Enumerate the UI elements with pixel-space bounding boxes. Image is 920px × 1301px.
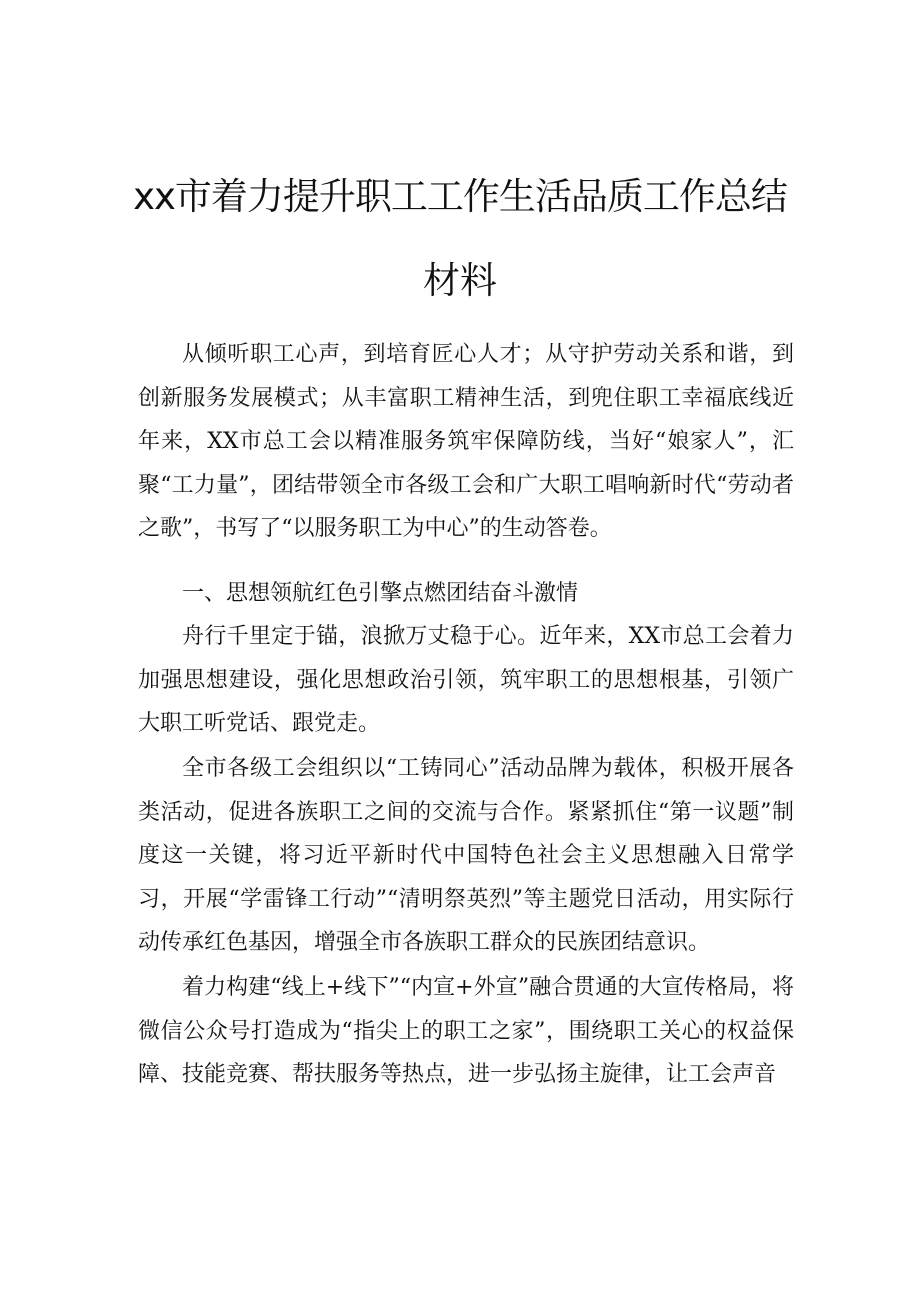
paragraph-block-2 [138,615,794,746]
intro-paragraph: 从倾听职工心声，到培育匠心人才；从守护劳动关系和谐，到创新服务发展模式；从丰富职工精神生活，到兜住职工幸福底线近年来，XX市总工会以精准服务筑牢保障防线，当好“娘家人”，汇聚“工力量”，团结带领全市各级工会和广大职工唱响新时代“劳动者之歌”，书写了“以服务职工为中心”的生动答卷。 [138,342,794,542]
paragraph-block-3 [138,747,794,965]
paragraph-4: 着力构建“线上+线下”“内宣+外宣”融合贯通的大宣传格局，将微信公众号打造成为“指尖上的职工之家”，围绕职工关心的权益保障、技能竞赛、帮扶服务等热点，进一步弘扬主旋律，让工会声音 [138,975,794,1088]
paragraph-2: 舟行千里定于锚，浪掀万丈稳于心。近年来，XX市总工会着力加强思想建设，强化思想政治引领，筑牢职工的思想根基，引领广大职工听党话、跟党走。 [138,624,794,737]
section-heading-1: 一、思想领航红色引擎点燃团结奋斗激情 [182,581,579,606]
paragraph-block-4 [138,966,794,1097]
document-title-line-1: xx市着力提升职工工作生活品质工作总结 [133,175,787,218]
intro-paragraph-block [138,333,794,551]
document-title-line-2: 材料 [423,259,497,302]
paragraph-3: 全市各级工会组织以“工铸同心”活动品牌为载体，积极开展各类活动，促进各族职工之间的交流与合作。紧紧抓住“第一议题”制度这一关键，将习近平新时代中国特色社会主义思想融入日常学习，开展“学雷锋工行动”“清明祭英烈”等主题党日活动，用实际行动传承红色基因，增强全市各族职工群众的民族团结意识。 [138,756,794,956]
